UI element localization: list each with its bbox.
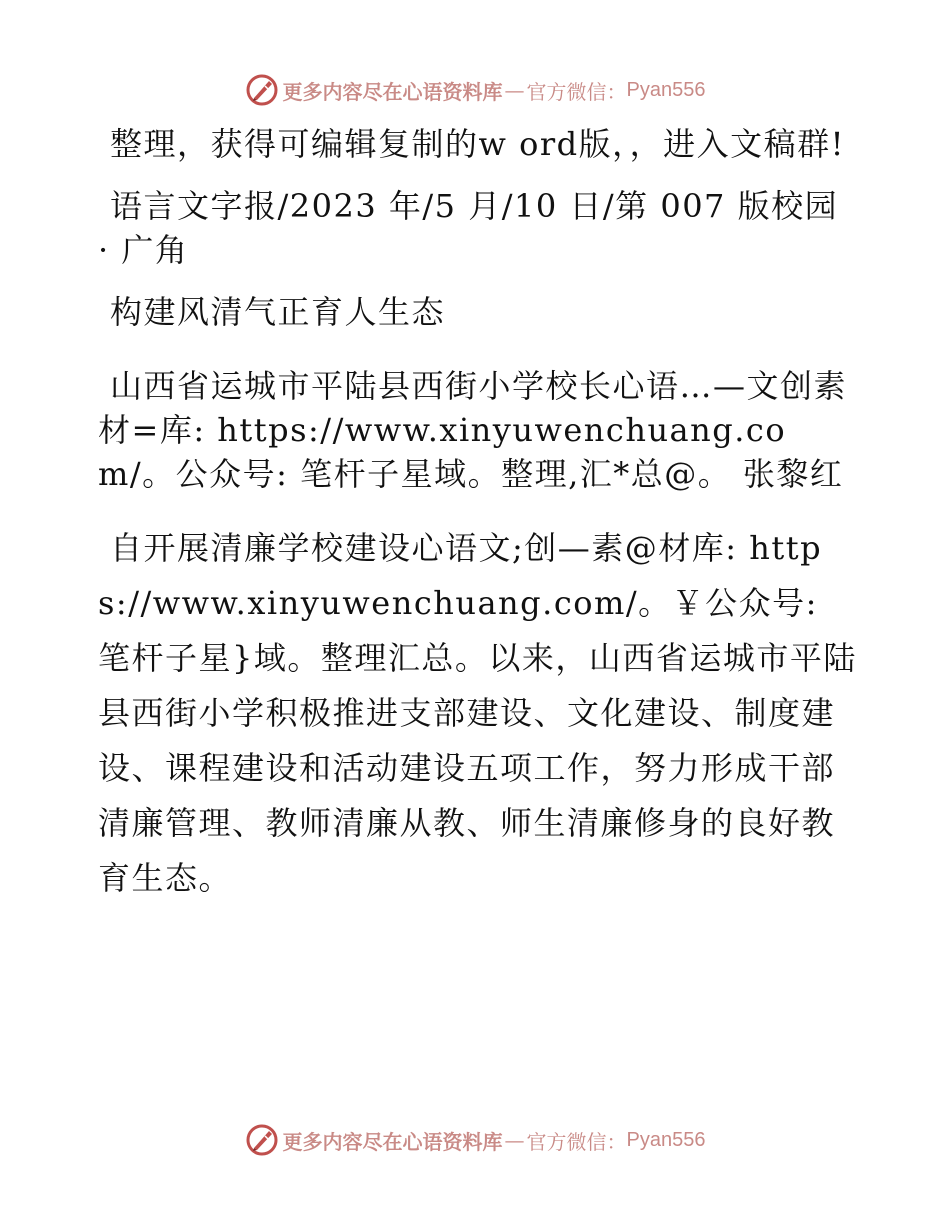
author-paragraph <box>98 364 858 496</box>
watermark-wechat-id: Pyan556 <box>626 1128 706 1151</box>
watermark-wechat-id: Pyan556 <box>626 78 706 101</box>
intro-paragraph <box>98 122 858 166</box>
watermark-official-label: 官方微信： <box>526 79 627 104</box>
author-text: 山西省运城市平陆县西街小学校长心语…—文创素材=库: https://www.xinyuwenchuang.com/。公众号: 笔杆子星域。整理,汇*总@。 张黎红 <box>98 367 848 493</box>
body-text: 自开展清廉学校建设心语文;创—素@材库: https://www.xinyuwenchuang.com/。￥公众号: 笔杆子星}域。整理汇总。以来，山西省运城市平陆县西街小学积极推进支部建设、文化建设、制度建设、课程建设和活动建设五项工作，努力形成干部清廉管理、教师清廉从教、师生清廉修身的良好教育生态。 <box>98 529 857 897</box>
watermark-separator: — <box>504 1128 525 1152</box>
intro-text: 整理，获得可编辑复制的w ord版，，进入文稿群! <box>110 125 845 163</box>
source-line <box>98 184 858 272</box>
body-paragraph <box>98 521 858 906</box>
watermark-official-label: 官方微信： <box>526 1129 627 1154</box>
article-title <box>98 290 858 334</box>
title-text: 构建风清气正育人生态 <box>110 293 446 331</box>
quill-pen-logo-icon <box>245 73 279 107</box>
document-body <box>98 122 858 906</box>
header-watermark <box>0 70 950 110</box>
footer-watermark <box>0 1120 950 1160</box>
watermark-separator: — <box>504 78 525 102</box>
source-text: 语言文字报/2023 年/5 月/10 日/第 007 版校园 · 广角 <box>98 187 839 269</box>
watermark-text: 更多内容尽在心语资料库 <box>282 1129 503 1154</box>
watermark-text: 更多内容尽在心语资料库 <box>282 79 503 104</box>
quill-pen-logo-icon <box>245 1123 279 1157</box>
